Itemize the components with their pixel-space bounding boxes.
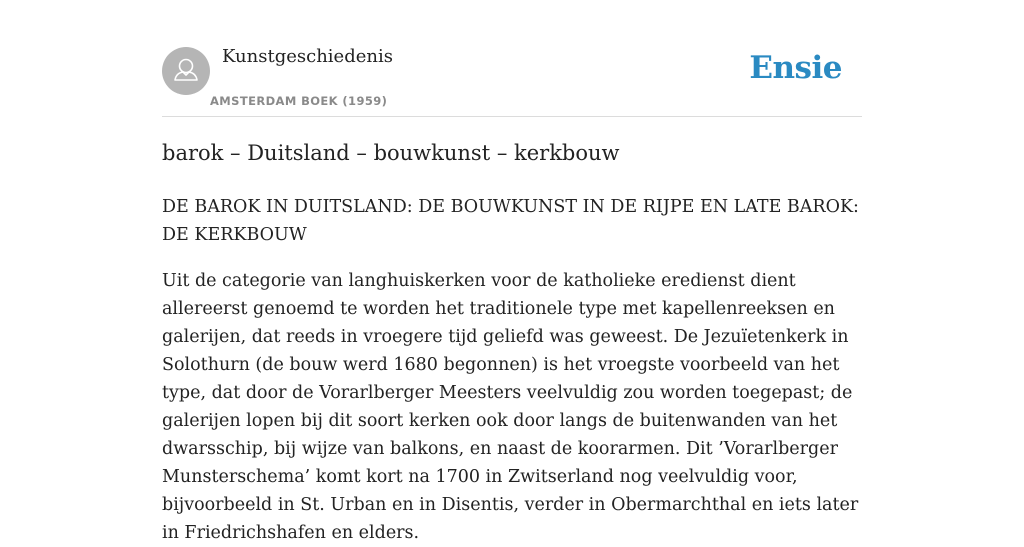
source-label: AMSTERDAM BOEK (1959) (210, 94, 388, 108)
author-name[interactable]: Kunstgeschiedenis (222, 46, 393, 67)
avatar[interactable] (162, 47, 210, 95)
brand-logo[interactable]: Ensie (749, 50, 842, 86)
header (162, 0, 862, 117)
page (162, 0, 862, 543)
article-title: DE BAROK IN DUITSLAND: DE BOUWKUNST IN DE RIJPE EN LATE BAROK: DE KERKBOUW (162, 197, 859, 245)
article-body: Uit de categorie van langhuiskerken voor de katholieke eredienst dient allereerst genoemd te worden het traditionele type met kapellenreeksen en galerijen, dat reeds in vroegere tijd geliefd was geweest. De Jezuïetenkerk in Solothurn (de bouw werd 1680 begonnen) is het vroegste voorbeeld van het type, dat door de Vorarlberger Meesters veelvuldig zou worden toegepast; de galerijen lopen bij dit soort kerken ook door langs de buitenwanden van het dwarsschip, bij wijze van balkons, en naast de koorarmen. Dit ’Vorarlberger Munsterschema’ komt kort na 1700 in Zwitserland nog veelvuldig voor, bijvoorbeeld in St. Urban en in Disentis, verder in Obermarchthal en iets later in Friedrichshafen en elders. (162, 271, 859, 543)
user-icon (162, 47, 210, 95)
keywords: barok – Duitsland – bouwkunst – kerkbouw (162, 141, 620, 165)
